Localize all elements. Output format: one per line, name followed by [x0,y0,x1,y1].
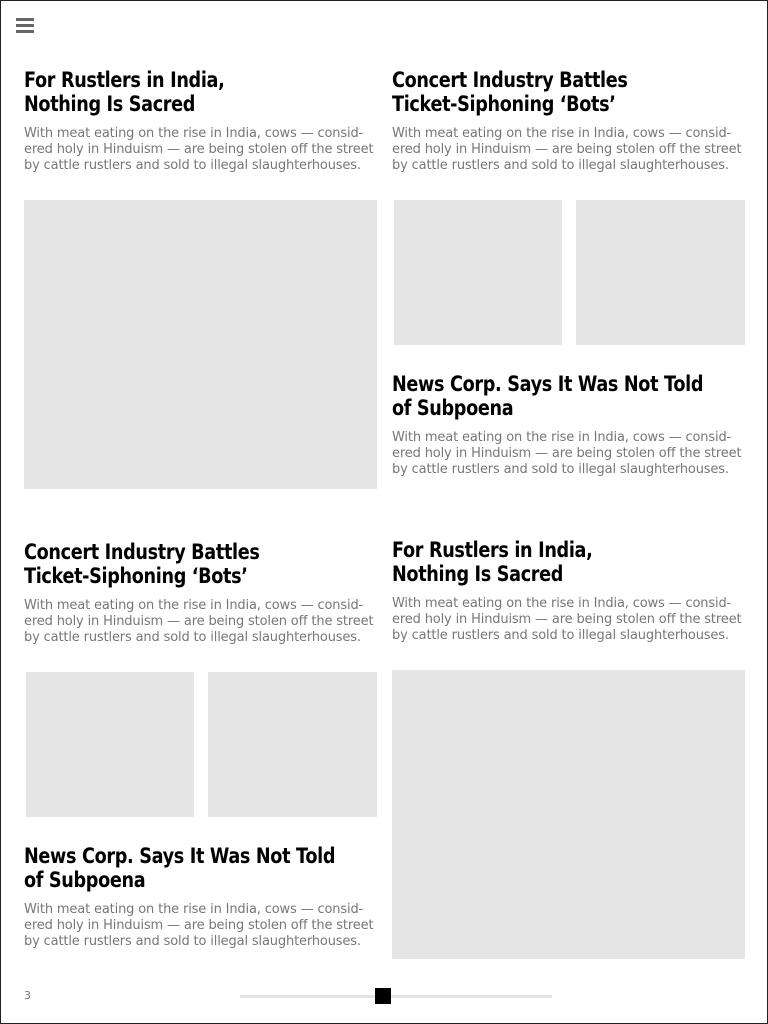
headline-line: Concert Industry Battles [392,68,628,92]
summary-line: With meat eating on the rise in India, cows — consid- [24,126,364,141]
article-headline[interactable] [24,844,335,892]
summary-line: by cattle rustlers and sold to illegal slaughterhouses. [24,934,361,949]
headline-line: Ticket-Siphoning ‘Bots’ [24,564,248,588]
summary-line: With meat eating on the rise in India, cows — consid- [392,596,732,611]
summary-line: by cattle rustlers and sold to illegal slaughterhouses. [392,462,729,477]
headline-line: Concert Industry Battles [24,540,260,564]
article-image-placeholder[interactable] [576,200,745,345]
article-summary [392,430,744,478]
headline-line: Nothing Is Sacred [24,92,196,116]
article-headline[interactable] [392,68,628,116]
article-headline[interactable] [392,538,592,586]
article-image-placeholder[interactable] [26,672,194,817]
article-image-placeholder[interactable] [392,670,745,959]
article-summary [24,126,376,174]
headline-line: News Corp. Says It Was Not Told [392,372,704,396]
article-headline[interactable] [24,68,224,116]
summary-line: With meat eating on the rise in India, cows — consid- [24,598,364,613]
slider-thumb[interactable] [375,988,391,1004]
summary-line: ered holy in Hinduism — are being stolen off the street [24,142,374,157]
summary-line: ered holy in Hinduism — are being stolen off the street [392,446,742,461]
article-summary [392,596,744,644]
headline-line: For Rustlers in India, [392,538,593,562]
article-headline[interactable] [24,540,260,588]
headline-line: News Corp. Says It Was Not Told [24,844,336,868]
summary-line: With meat eating on the rise in India, cows — consid- [24,902,364,917]
summary-line: ered holy in Hinduism — are being stolen off the street [392,142,742,157]
headline-line: Ticket-Siphoning ‘Bots’ [392,92,616,116]
menu-bar [16,30,34,33]
summary-line: by cattle rustlers and sold to illegal slaughterhouses. [392,158,729,173]
summary-line: ered holy in Hinduism — are being stolen off the street [24,614,374,629]
article-image-placeholder[interactable] [24,200,377,489]
summary-line: With meat eating on the rise in India, cows — consid- [392,430,732,445]
headline-line: of Subpoena [392,396,514,420]
headline-line: of Subpoena [24,868,146,892]
summary-line: ered holy in Hinduism — are being stolen off the street [392,612,742,627]
article-summary [24,598,376,646]
article-summary [392,126,744,174]
article-headline[interactable] [392,372,703,420]
summary-line: by cattle rustlers and sold to illegal slaughterhouses. [24,158,361,173]
page-number: 3 [24,989,31,1002]
hamburger-menu-icon[interactable] [16,16,34,34]
menu-bar [16,24,34,27]
summary-line: With meat eating on the rise in India, cows — consid- [392,126,732,141]
menu-bar [16,18,34,21]
slider-track[interactable] [240,995,552,998]
page-slider[interactable] [240,988,552,1006]
summary-line: by cattle rustlers and sold to illegal slaughterhouses. [392,628,729,643]
headline-line: Nothing Is Sacred [392,562,564,586]
article-image-placeholder[interactable] [208,672,377,817]
article-summary [24,902,376,950]
summary-line: by cattle rustlers and sold to illegal slaughterhouses. [24,630,361,645]
summary-line: ered holy in Hinduism — are being stolen off the street [24,918,374,933]
article-image-placeholder[interactable] [394,200,562,345]
headline-line: For Rustlers in India, [24,68,225,92]
